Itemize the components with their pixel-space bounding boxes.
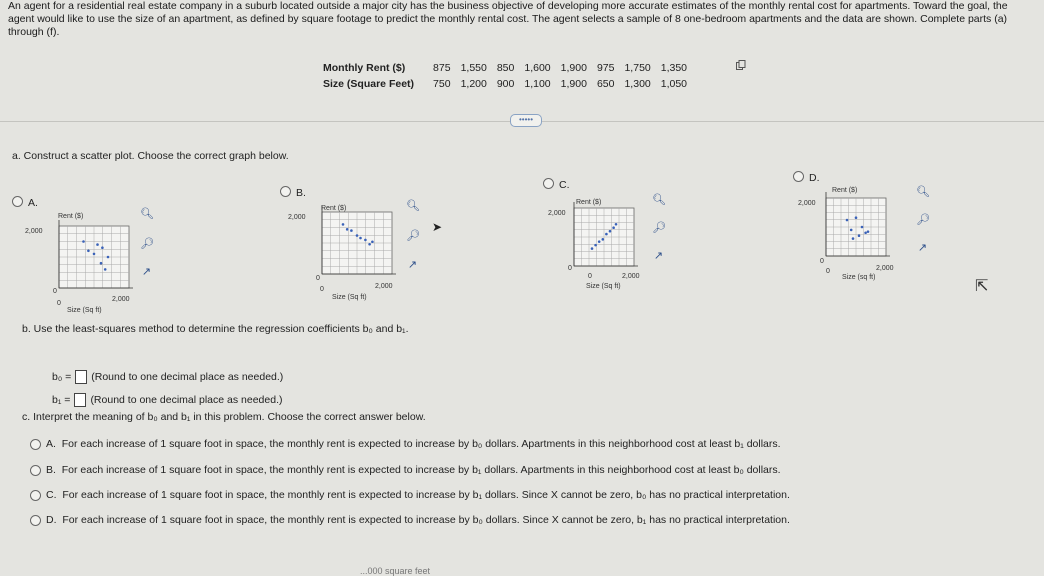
data-point (359, 237, 362, 240)
data-point (350, 229, 353, 232)
data-point (591, 247, 594, 250)
grid (826, 192, 890, 256)
data-point (612, 226, 615, 229)
data-point (368, 243, 371, 246)
option-label: B. (296, 187, 306, 199)
grid (322, 206, 396, 274)
radio-button[interactable] (30, 515, 41, 526)
x-tick-label: 2,000 (375, 283, 393, 290)
mouse-cursor-icon: ⇱ (975, 278, 989, 295)
radio-button[interactable] (30, 439, 41, 450)
data-point (104, 268, 107, 271)
part-b-question: b. Use the least-squares method to determine the regression coefficients b₀ and b₁. (22, 323, 409, 335)
data-point (855, 216, 858, 219)
scatter-plot-a (25, 206, 155, 326)
x-tick-label: 2,000 (876, 265, 894, 272)
expand-icon[interactable]: ↗ (917, 242, 928, 254)
rent-row-label: Monthly Rent ($) (323, 62, 406, 74)
b1-answer-row (52, 393, 282, 407)
table-cell: 900 (496, 78, 515, 90)
x-axis-label: Size (Sq ft) (67, 307, 102, 314)
round-note: (Round to one decimal place as needed.) (91, 370, 284, 383)
data-point (858, 234, 861, 237)
data-point (356, 234, 359, 237)
option-text: For each increase of 1 square foot in space, the monthly rent is expected to increase by b₁ dollars. Apartments in this neighborhood cost at least b₀ dollars. (61, 464, 781, 476)
radio-button[interactable] (30, 465, 41, 476)
b0-input[interactable] (75, 370, 87, 384)
scatter-svg-d (798, 184, 928, 294)
zoom-in-icon[interactable]: 🔍︎ (916, 186, 930, 198)
x-tick-zero: 0 (826, 268, 830, 275)
data-point (602, 238, 605, 241)
expand-icon[interactable]: ↗ (407, 259, 418, 271)
size-row-label: Size (Square Feet) (323, 78, 415, 90)
table-cell: 1,900 (560, 62, 587, 74)
data-point (615, 223, 618, 226)
zoom-out-icon[interactable]: 🔎︎ (916, 214, 930, 226)
round-note: (Round to one decimal place as needed.) (90, 393, 283, 406)
x-tick-zero: 0 (57, 300, 61, 307)
b0-label: b₀ = (52, 370, 72, 383)
data-point (594, 244, 597, 247)
b1-label: b₁ = (52, 393, 71, 406)
expand-dots-button[interactable]: ••••• (510, 114, 542, 127)
footer-text: ...000 square feet (360, 566, 431, 576)
option-text: For each increase of 1 square foot in space, the monthly rent is expected to increase by b₀ dollars. Since X cannot be zero, b₁ has no practical interpretation. (62, 514, 790, 526)
option-label: B. (46, 464, 56, 476)
scatter-plot-d (798, 184, 928, 299)
radio-button[interactable] (30, 490, 41, 501)
data-point (609, 230, 612, 233)
table-cell: 650 (596, 78, 615, 90)
option-c-radio-group[interactable] (543, 175, 570, 193)
radio-button[interactable] (793, 171, 804, 182)
table-cell: 1,550 (460, 62, 487, 74)
table-cell: 875 (433, 62, 451, 74)
y-axis-label: Rent ($) (832, 187, 858, 194)
y-axis-label: Rent ($) (321, 205, 347, 212)
option-text: For each increase of 1 square foot in space, the monthly rent is expected to increase by b₁ dollars. Since X cannot be zero, b₀ has no practical interpretation. (62, 489, 790, 501)
y-tick-zero: 0 (316, 275, 320, 282)
b0-answer-row (52, 370, 283, 384)
data-point (598, 240, 601, 243)
expand-icon[interactable]: ↗ (653, 250, 664, 262)
y-tick-label: 2,000 (25, 228, 43, 235)
option-label: D. (809, 172, 820, 184)
option-label: A. (28, 197, 38, 209)
zoom-in-icon[interactable]: 🔍︎ (406, 200, 420, 212)
c-option-d[interactable] (30, 514, 790, 526)
scatter-svg-c (548, 192, 678, 302)
table-cell: 850 (496, 62, 515, 74)
y-axis-label: Rent ($) (576, 199, 602, 206)
data-point (364, 239, 367, 242)
y-tick-label: 2,000 (548, 210, 566, 217)
zoom-out-icon[interactable]: 🔎︎ (406, 230, 420, 242)
data-point (342, 223, 345, 226)
option-label: C. (46, 489, 57, 501)
grid (574, 202, 638, 266)
option-label: D. (46, 514, 57, 526)
data-point (850, 229, 853, 232)
grid (59, 220, 133, 288)
c-option-a[interactable] (30, 438, 781, 450)
zoom-in-icon[interactable]: 🔍︎ (652, 194, 666, 206)
data-point (101, 246, 104, 249)
data-point (861, 226, 864, 229)
data-point (864, 232, 867, 235)
data-point (82, 240, 85, 243)
scatter-plot-b (288, 198, 418, 318)
x-tick-label: 2,000 (622, 273, 640, 280)
y-tick-zero: 0 (53, 288, 57, 295)
data-point (371, 240, 374, 243)
y-tick-label: 2,000 (288, 214, 306, 221)
problem-intro: An agent for a residential real estate company in a suburb located outside a major city has the business objective of developing more accurate estimates of the monthly rental cost for apartments. Toward the goal, the agent would like to use the size of an apartment, as defined by square footage to predict the monthly rental cost. The agent selects a sample of 8 one-bedroom apartments and the data are shown. Complete parts (a) through (f). (8, 0, 1008, 38)
expand-icon[interactable]: ↗ (141, 266, 152, 278)
x-axis-label: Size (sq ft) (842, 274, 876, 281)
table-cell: 1,600 (524, 62, 551, 74)
table-cell: 1,750 (624, 62, 651, 74)
data-point (93, 253, 96, 256)
x-axis-label: Size (Sq ft) (332, 294, 367, 301)
b1-input[interactable] (74, 393, 86, 407)
x-axis-label: Size (Sq ft) (586, 283, 621, 290)
option-text: For each increase of 1 square foot in space, the monthly rent is expected to increase by b₀ dollars. Apartments in this neighborhood cost at least b₁ dollars. (61, 438, 781, 450)
data-point (96, 243, 99, 246)
data-point (100, 262, 103, 265)
table-cell: 975 (596, 62, 615, 74)
data-point (846, 219, 849, 222)
x-tick-zero: 0 (320, 286, 324, 293)
zoom-in-icon[interactable]: 🔍︎ (140, 208, 154, 220)
data-table (318, 60, 692, 92)
table-cell: 1,200 (460, 78, 487, 90)
zoom-out-icon[interactable]: 🔎︎ (140, 238, 154, 250)
c-option-b[interactable] (30, 464, 781, 476)
data-point (867, 230, 870, 233)
radio-button[interactable] (280, 186, 291, 197)
y-axis-label: Rent ($) (58, 213, 84, 220)
copy-icon[interactable] (736, 60, 746, 70)
part-a-question: a. Construct a scatter plot. Choose the correct graph below. (12, 150, 289, 162)
data-point (87, 250, 90, 253)
part-c-question: c. Interpret the meaning of b₀ and b₁ in this problem. Choose the correct answer below. (22, 411, 426, 423)
table-cell: 1,300 (624, 78, 651, 90)
y-tick-zero: 0 (568, 265, 572, 272)
radio-button[interactable] (543, 178, 554, 189)
data-point (346, 228, 349, 231)
zoom-out-icon[interactable]: 🔎︎ (652, 222, 666, 234)
x-tick-zero: 0 (588, 273, 592, 280)
data-point (605, 233, 608, 236)
y-tick-label: 2,000 (798, 200, 816, 207)
option-label: C. (559, 179, 570, 191)
table-cell: 1,100 (524, 78, 551, 90)
table-cell: 750 (433, 78, 451, 90)
radio-button[interactable] (12, 196, 23, 207)
mouse-cursor-icon: ➤ (432, 220, 443, 234)
table-cell: 1,350 (660, 62, 688, 74)
option-label: A. (46, 438, 56, 450)
table-cell: 1,900 (560, 78, 587, 90)
data-point (852, 237, 855, 240)
scatter-svg-b (288, 198, 418, 313)
x-tick-label: 2,000 (112, 296, 130, 303)
data-point (107, 256, 110, 259)
scatter-svg-a (25, 206, 155, 321)
y-tick-zero: 0 (820, 258, 824, 265)
table-cell: 1,050 (660, 78, 688, 90)
c-option-c[interactable] (30, 489, 790, 501)
